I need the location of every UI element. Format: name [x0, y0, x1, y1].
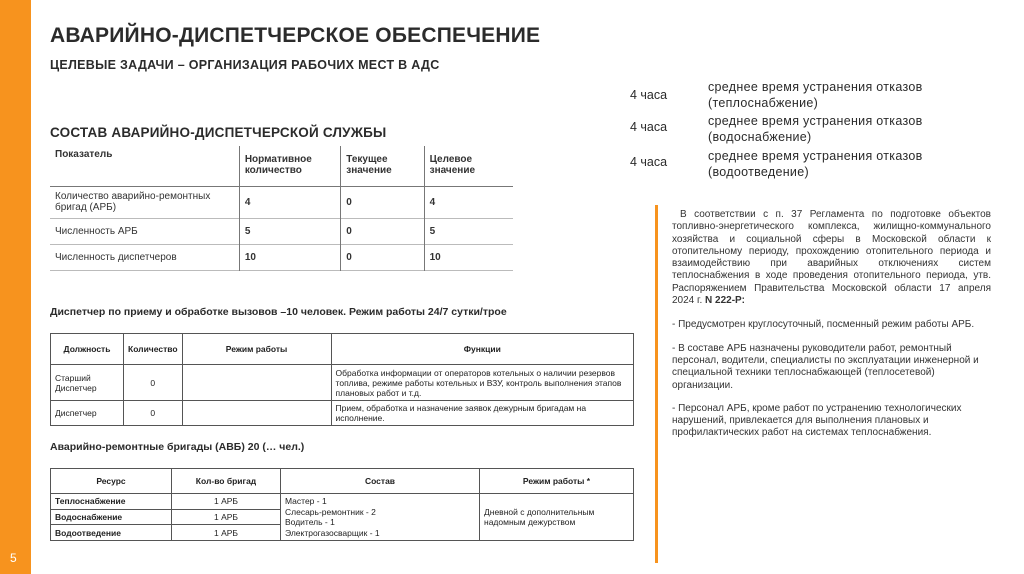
table-row	[50, 218, 513, 244]
column-header: Ресурс	[51, 469, 172, 494]
table-header-row	[51, 334, 634, 365]
mode-cell	[182, 365, 331, 401]
row-name: Численность АРБ	[55, 225, 138, 237]
table-row	[50, 244, 513, 270]
brigades-caption: Аварийно-ремонтные бригады (АВБ) 20 (… чел.)	[50, 441, 305, 453]
stat-value: 4 часа	[630, 120, 668, 134]
brigade-count-cell: 1 АРБ	[172, 509, 281, 525]
column-header: Режим работы	[182, 334, 331, 365]
table-row	[50, 186, 513, 218]
decree-number: N 222-Р:	[705, 295, 745, 307]
current-value: 0	[341, 244, 424, 270]
column-header: Нормативное количество	[239, 146, 340, 186]
target-value: 4	[424, 186, 513, 218]
column-header: Количество	[124, 334, 183, 365]
page-subtitle: ЦЕЛЕВЫЕ ЗАДАЧИ – ОРГАНИЗАЦИЯ РАБОЧИХ МЕСТ В АДС	[50, 58, 440, 72]
brigades-table	[50, 468, 634, 541]
column-header: Целевое значение	[424, 146, 513, 186]
table-row	[51, 494, 634, 510]
regulation-intro: В соответствии с п. 37 Регламента по подготовке объектов топливно-энергетического комплекса, жилищно-коммунального хозяйства и социальной сферы в Московской области к отопительному периоду, прохождению отопительного периода и взаимодействию при аварийных отключениях систем теплоснабжения в ходе проведения отопительного периода, утв. Распоряжением Правительства Московской области 17 апреля 2024 г. N 222-Р:	[672, 209, 991, 307]
target-value: 10	[424, 244, 513, 270]
info-item: - В составе АРБ назначены руководители работ, ремонтный персонал, водители, специалисты по эксплуатации инженерной и специальной техники теплоснабжающей (теплосетевой) организации.	[672, 342, 979, 391]
column-header: Показатель	[55, 149, 113, 160]
functions-cell: Прием, обработка и назначение заявок дежурным бригадам на исполнение.	[331, 401, 633, 426]
count-cell: 0	[124, 401, 183, 426]
normative-value: 10	[239, 244, 340, 270]
composition-line: Мастер - 1	[285, 496, 327, 506]
count-cell: 0	[124, 365, 183, 401]
page-title: АВАРИЙНО-ДИСПЕТЧЕРСКОЕ ОБЕСПЕЧЕНИЕ	[50, 24, 541, 47]
normative-value: 4	[239, 186, 340, 218]
dispatchers-caption: Диспетчер по приему и обработке вызовов –10 человек. Режим работы 24/7 сутки/трое	[50, 306, 507, 318]
mode-cell	[182, 401, 331, 426]
position-cell: Старший Диспетчер	[51, 365, 124, 401]
dispatchers-table	[50, 333, 634, 426]
info-item: - Персонал АРБ, кроме работ по устранению технологических нарушений, привлекается для выполнения плановых и профилактических работ на системах теплоснабжения.	[672, 402, 962, 439]
regulation-info-panel	[655, 205, 996, 563]
current-value: 0	[341, 218, 424, 244]
position-cell: Диспетчер	[51, 401, 124, 426]
brigade-count-cell: 1 АРБ	[172, 525, 281, 541]
sidebar-accent	[0, 0, 31, 574]
resource-cell: Водоотведение	[51, 525, 172, 541]
table-row	[51, 365, 634, 401]
composition-line: Электрогазосварщик - 1	[285, 527, 380, 538]
composition-line: Слесарь-ремонтник - 2	[285, 506, 376, 517]
stat-description: среднее время устранения отказов (теплоснабжение)	[708, 80, 923, 110]
composition-table	[50, 146, 513, 271]
column-header: Текущее значение	[341, 146, 424, 186]
resource-cell: Водоснабжение	[51, 509, 172, 525]
target-value: 5	[424, 218, 513, 244]
table-header-row	[50, 146, 513, 186]
current-value: 0	[341, 186, 424, 218]
page-number: 5	[10, 551, 17, 565]
brigade-composition-cell	[281, 494, 480, 541]
column-header: Состав	[281, 469, 480, 494]
table-header-row	[51, 469, 634, 494]
column-header: Функции	[331, 334, 633, 365]
resource-cell: Теплоснабжение	[51, 494, 172, 510]
row-name: Численность диспетчеров	[55, 251, 177, 263]
stat-value: 4 часа	[630, 155, 668, 169]
stat-description: среднее время устранения отказов (водоснабжение)	[708, 114, 923, 144]
functions-cell: Обработка информации от операторов котельных о наличии резервов топлива, режиме работы котельных и ВЗУ, контроль выполнения этапов плановых работ и т.д.	[331, 365, 633, 401]
column-header: Кол-во бригад	[172, 469, 281, 494]
normative-value: 5	[239, 218, 340, 244]
work-mode-cell: Дневной с дополнительным надомным дежурством	[480, 494, 634, 541]
table-row	[51, 401, 634, 426]
row-name: Количество аварийно-ремонтных бригад (АРБ)	[55, 191, 211, 213]
column-header: Должность	[51, 334, 124, 365]
composition-title: СОСТАВ АВАРИЙНО-ДИСПЕТЧЕРСКОЙ СЛУЖБЫ	[50, 125, 387, 140]
stat-value: 4 часа	[630, 88, 668, 102]
composition-line: Водитель - 1	[285, 517, 335, 527]
info-item: - Предусмотрен круглосуточный, посменный режим работы АРБ.	[672, 319, 975, 331]
stat-description: среднее время устранения отказов (водоотведение)	[708, 149, 923, 179]
column-header: Режим работы *	[480, 469, 634, 494]
brigade-count-cell: 1 АРБ	[172, 494, 281, 510]
